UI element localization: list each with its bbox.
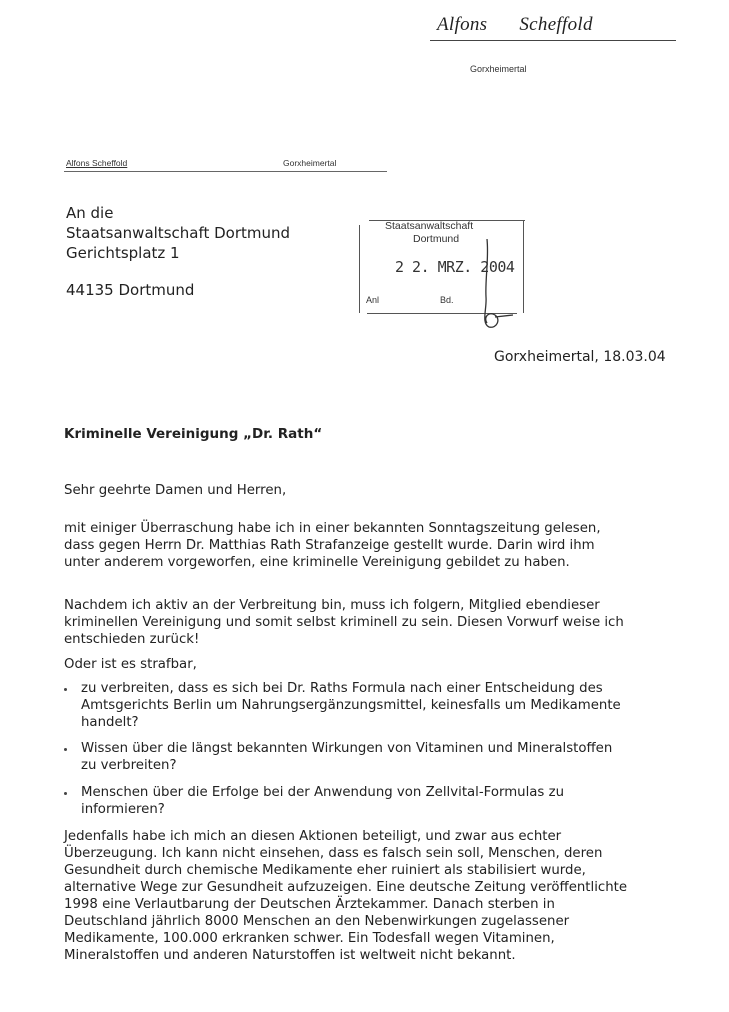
- recipient-line2: Staatsanwaltschaft Dortmund: [66, 224, 291, 242]
- paragraph-2-line: entschieden zurück!: [64, 632, 200, 647]
- paragraph-3-line: alternative Wege zur Gesundheit aufzuzeigen. Eine deutsche Zeitung veröffentlichte: [64, 880, 628, 895]
- bullet-line: zu verbreiten?: [81, 758, 177, 773]
- bullet-dot: [64, 748, 67, 751]
- sender-place: Gorxheimertal: [283, 158, 337, 168]
- stamp-bd: Bd.: [440, 295, 454, 305]
- paragraph-3-line: Deutschland jährlich 8000 Menschen an den Nebenwirkungen zugelassener: [64, 914, 570, 929]
- letterhead-name: [437, 14, 593, 36]
- letterhead-first-name: Alfons: [437, 14, 488, 35]
- receipt-stamp: [355, 217, 527, 317]
- bullet-dot: [64, 792, 67, 795]
- bullet-item-3: [81, 784, 681, 818]
- letterhead-place: Gorxheimertal: [470, 64, 527, 74]
- date-line: Gorxheimertal, 18.03.04: [494, 349, 666, 365]
- paragraph-3-line: Jedenfalls habe ich mich an diesen Aktionen beteiligt, und zwar aus echter: [64, 829, 562, 844]
- paragraph-2: [64, 597, 674, 648]
- paragraph-2-line: Nachdem ich aktiv an der Verbreitung bin, muss ich folgern, Mitglied ebendieser: [64, 598, 600, 613]
- bullet-line: Amtsgerichts Berlin um Nahrungsergänzungsmittel, keinesfalls um Medikamente: [81, 698, 621, 713]
- paragraph-1-line: dass gegen Herrn Dr. Matthias Rath Strafanzeige gestellt wurde. Darin wird ihm: [64, 538, 595, 553]
- sender-rule: [64, 171, 387, 172]
- stamp-date: 2 2. MRZ. 2004: [395, 258, 515, 276]
- letterhead-last-name: Scheffold: [519, 14, 593, 35]
- subject: Kriminelle Vereinigung „Dr. Rath“: [64, 426, 323, 442]
- paragraph-3-line: Medikamente, 100.000 erkranken schwer. Ein Todesfall wegen Vitaminen,: [64, 931, 555, 946]
- letterhead-rule: [430, 40, 676, 41]
- recipient-address: [66, 203, 290, 300]
- bullet-item-1: [81, 680, 681, 731]
- bullet-line: zu verbreiten, dass es sich bei Dr. Raths Formula nach einer Entscheidung des: [81, 681, 603, 696]
- paragraph-3-line: 1998 eine Verlautbarung der Deutschen Ärztekammer. Danach sterben in: [64, 897, 555, 912]
- stamp-anl: Anl: [366, 295, 380, 305]
- initials-signature: [473, 239, 523, 331]
- paragraph-2-line: kriminellen Vereinigung und somit selbst kriminell zu sein. Diesen Vorwurf weise ich: [64, 615, 624, 630]
- bullet-line: Menschen über die Erfolge bei der Anwendung von Zellvital-Formulas zu: [81, 785, 564, 800]
- bullet-item-2: [81, 740, 681, 774]
- recipient-line4: 44135 Dortmund: [66, 281, 195, 299]
- salutation: Sehr geehrte Damen und Herren,: [64, 483, 287, 498]
- sender-name: Alfons Scheffold: [66, 158, 128, 168]
- paragraph-3-line: Mineralstoffen und anderen Naturstoffen ist weltweit nicht bekannt.: [64, 948, 516, 963]
- paragraph-3-line: Überzeugung. Ich kann nicht einsehen, dass es falsch sein soll, Menschen, deren: [64, 846, 603, 861]
- paragraph-3-line: Gesundheit durch chemische Medikamente eher ruiniert als stabilisiert wurde,: [64, 863, 586, 878]
- stamp-city: Dortmund: [413, 233, 460, 245]
- bullet-line: informieren?: [81, 802, 165, 817]
- paragraph-3: [64, 828, 674, 964]
- stamp-authority: Staatsanwaltschaft: [385, 220, 474, 232]
- recipient-line3: Gerichtsplatz 1: [66, 244, 180, 262]
- bullet-line: Wissen über die längst bekannten Wirkungen von Vitaminen und Mineralstoffen: [81, 741, 613, 756]
- question-line: Oder ist es strafbar,: [64, 657, 197, 672]
- bullet-line: handelt?: [81, 715, 139, 730]
- bullet-dot: [64, 688, 67, 691]
- paragraph-1: [64, 520, 674, 571]
- recipient-line1: An die: [66, 204, 114, 222]
- paragraph-1-line: mit einiger Überraschung habe ich in einer bekannten Sonntagszeitung gelesen,: [64, 521, 601, 536]
- paragraph-1-line: unter anderem vorgeworfen, eine kriminelle Vereinigung gebildet zu haben.: [64, 555, 570, 570]
